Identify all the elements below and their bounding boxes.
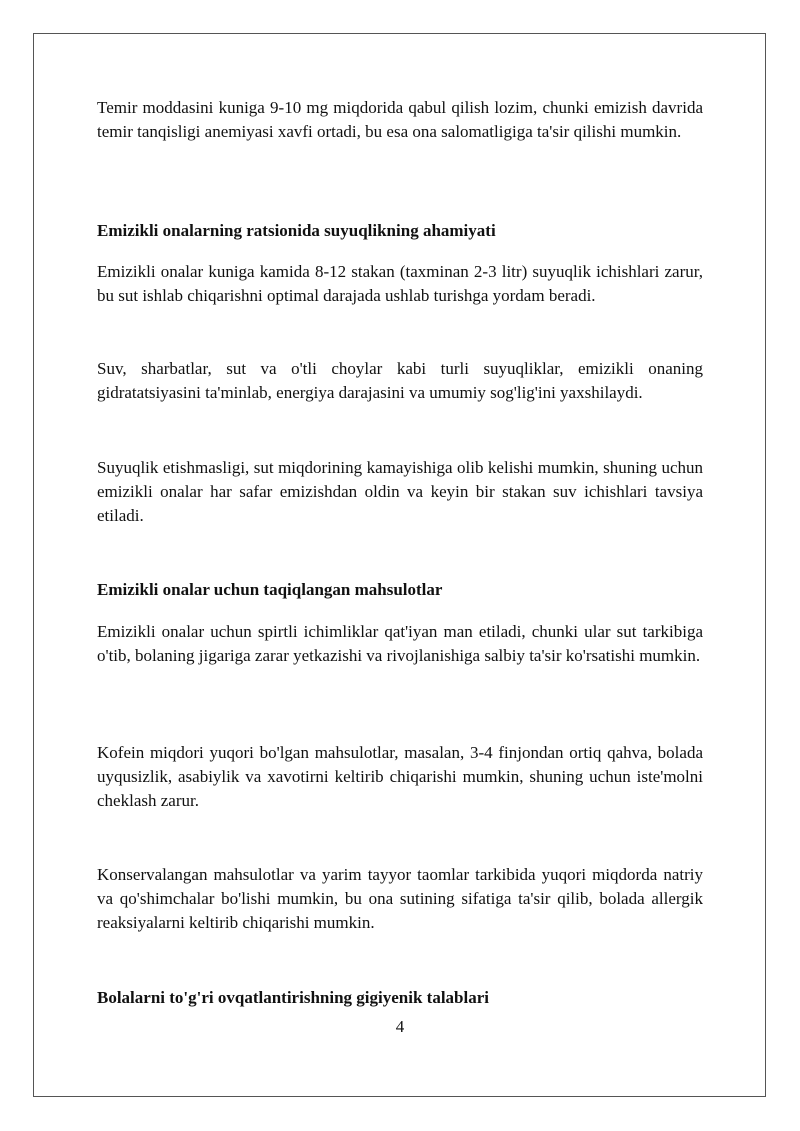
paragraph-fluid-deficiency: Suyuqlik etishmasligi, sut miqdorining kamayishiga olib kelishi mumkin, shuning uchun emizikli onalar har safar emizishdan oldin va keyin bir stakan suv ichishlari tavsiya etiladi.: [97, 458, 703, 525]
paragraph-caffeine: Kofein miqdori yuqori bo'lgan mahsulotlar, masalan, 3-4 finjondan ortiq qahva, bolada uyqusizlik, asabiylik va xavotirni keltirib chiqarishi mumkin, shuning uchun iste'molni cheklash zarur.: [97, 743, 703, 810]
paragraph-fluid-amount: Emizikli onalar kuniga kamida 8-12 stakan (taxminan 2-3 litr) suyuqlik ichishlari zarur, bu sut ishlab chiqarishni optimal darajada ushlab turishga yordam beradi.: [97, 262, 703, 305]
paragraph-alcohol: Emizikli onalar uchun spirtli ichimliklar qat'iyan man etiladi, chunki ular sut tarkibiga o'tib, bolaning jigariga zarar yetkazishi va rivojlanishiga salbiy ta'sir ko'rsatishi mumkin.: [97, 622, 703, 665]
paragraph-iron-intake: Temir moddasini kuniga 9-10 mg miqdorida qabul qilish lozim, chunki emizish davrida temir tanqisligi anemiyasi xavfi ortadi, bu esa ona salomatligiga ta'sir qilishi mumkin.: [97, 98, 703, 141]
paragraph-fluid-types: Suv, sharbatlar, sut va o'tli choylar kabi turli suyuqliklar, emizikli onaning gidratatsiyasini ta'minlab, energiya darajasini va umumiy sog'lig'ini yaxshilaydi.: [97, 359, 703, 402]
paragraph-canned-foods: Konservalangan mahsulotlar va yarim tayyor taomlar tarkibida yuqori miqdorda natriy va qo'shimchalar bo'lishi mumkin, bu ona sutining sifatiga ta'sir qilib, bolada allergik reaksiyalarni keltirib chiqarishi mumkin.: [97, 865, 703, 932]
heading-fluid-importance: Emizikli onalarning ratsionida suyuqlikning ahamiyati: [97, 221, 496, 240]
heading-hygienic-requirements: Bolalarni to'g'ri ovqatlantirishning gigiyenik talablari: [97, 988, 489, 1007]
heading-forbidden-products: Emizikli onalar uchun taqiqlangan mahsulotlar: [97, 580, 443, 599]
page-number: 4: [395, 1017, 405, 1036]
page-border: [33, 33, 766, 1097]
